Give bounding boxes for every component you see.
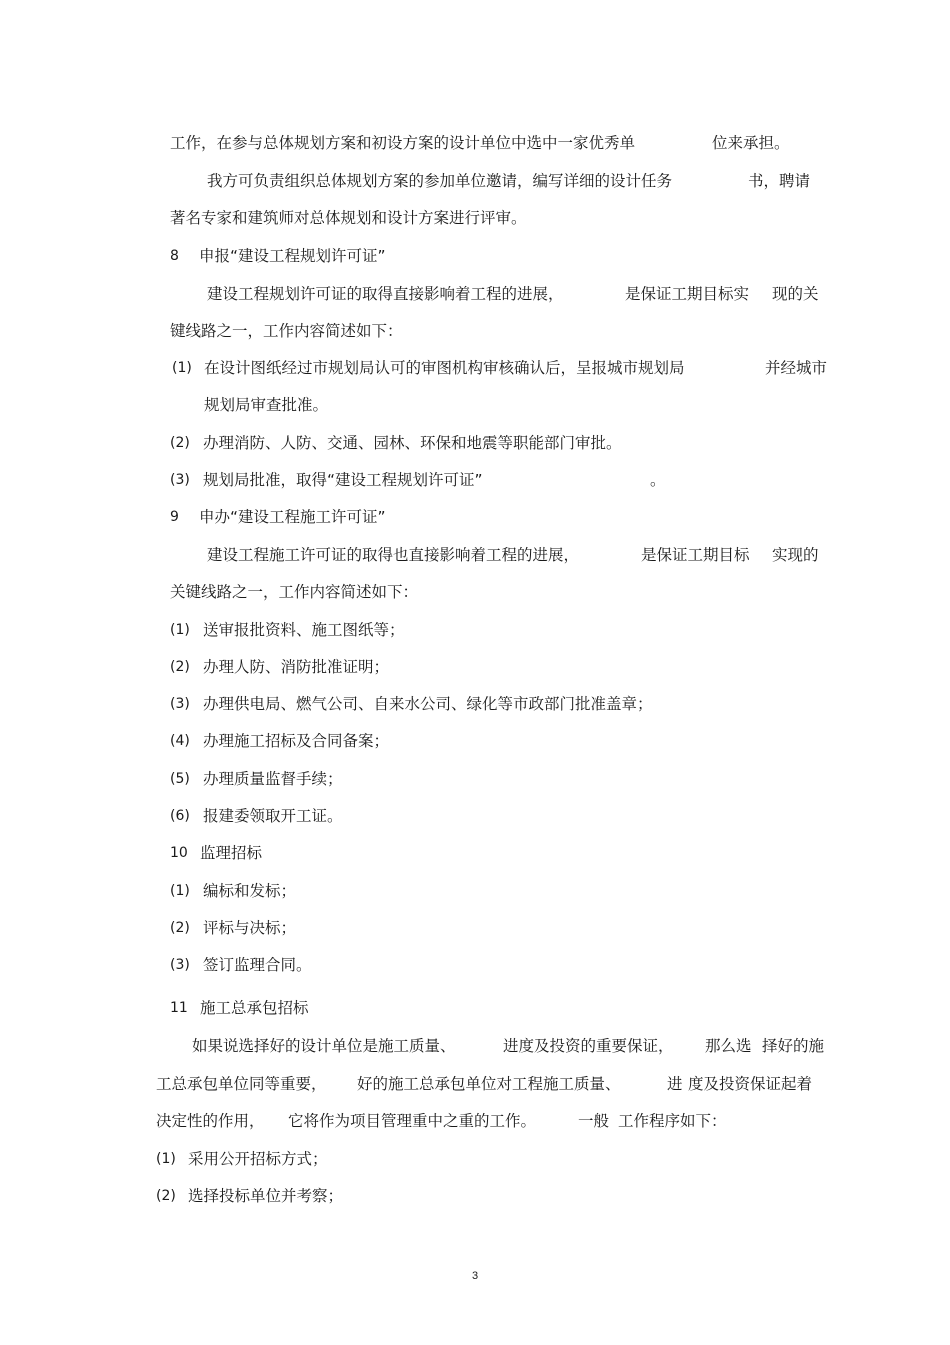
list-number: (1) (170, 622, 190, 638)
text-segment: 进度及投资的重要保证， (503, 1037, 674, 1055)
text-segment: 实现的 (772, 546, 819, 564)
list-number: (2) (170, 435, 190, 451)
text-segment: 决定性的作用， (156, 1112, 265, 1130)
section-number: 11 (170, 1000, 188, 1016)
section-title: 监理招标 (200, 844, 263, 862)
list-number: (2) (170, 659, 190, 675)
section-title: 施工总承包招标 (200, 999, 309, 1017)
list-number: (1) (156, 1151, 176, 1167)
text-segment: 关键线路之一，工作内容简述如下： (170, 583, 419, 601)
text-segment: 规划局审查批准。 (204, 396, 329, 414)
text-segment: 它将作为项目管理重中之重的工作。 (288, 1112, 537, 1130)
text-segment: 位来承担。 (712, 134, 790, 152)
text-segment: 建设工程施工许可证的取得也直接影响着工程的进展， (207, 546, 580, 564)
text-segment: 如果说选择好的设计单位是施工质量、 (192, 1037, 456, 1055)
list-text: 采用公开招标方式； (188, 1150, 328, 1168)
text-segment: 键线路之一，工作内容简述如下： (170, 322, 403, 340)
section-number: 10 (170, 845, 188, 861)
list-text: 在设计图纸经过市规划局认可的审图机构审核确认后，呈报城市规划局 (204, 359, 685, 377)
text-segment: 工作程序如下： (618, 1112, 727, 1130)
text-segment: 好的施工总承包单位对工程施工质量、 (357, 1075, 621, 1093)
text-segment: 建设工程规划许可证的取得直接影响着工程的进展， (207, 285, 564, 303)
list-number: (3) (170, 957, 190, 973)
list-number: (2) (170, 920, 190, 936)
list-number: (6) (170, 808, 190, 824)
list-number: (2) (156, 1188, 176, 1204)
text-segment: 度及投资保证起着 (688, 1075, 813, 1093)
list-text: 编标和发标； (203, 882, 297, 900)
list-text: 评标与决标； (203, 919, 297, 937)
list-text: 办理施工招标及合同备案； (203, 732, 390, 750)
list-number: (3) (170, 696, 190, 712)
list-number: (1) (170, 883, 190, 899)
text-segment: 现的关 (772, 285, 819, 303)
section-number: 9 (170, 509, 179, 525)
list-text: 送审报批资料、施工图纸等； (203, 621, 405, 639)
text-segment: 是保证工期目标 (641, 546, 750, 564)
list-text: 办理人防、消防批准证明； (203, 658, 390, 676)
text-segment: 著名专家和建筑师对总体规划和设计方案进行评审。 (170, 209, 527, 227)
section-number: 8 (170, 248, 179, 264)
section-title: 申报“建设工程规划许可证” (199, 247, 386, 265)
list-text: 规划局批准，取得“建设工程规划许可证” (203, 471, 483, 489)
text-segment: 书，聘请 (748, 172, 811, 190)
text-segment: 是保证工期目标实 (625, 285, 750, 303)
text-segment: 进 (667, 1075, 683, 1093)
list-text: 选择投标单位并考察； (188, 1187, 344, 1205)
page-number: 3 (471, 1270, 479, 1282)
list-text: 办理供电局、燃气公司、自来水公司、绿化等市政部门批准盖章； (203, 695, 653, 713)
list-text: 报建委领取开工证。 (203, 807, 343, 825)
text-segment: 工总承包单位同等重要， (156, 1075, 327, 1093)
text-segment: 我方可负责组织总体规划方案的参加单位邀请，编写详细的设计任务 (207, 172, 673, 190)
list-number: (1) (172, 360, 192, 376)
list-number: (4) (170, 733, 190, 749)
text-segment: 那么选 (705, 1037, 752, 1055)
section-title: 申办“建设工程施工许可证” (199, 508, 386, 526)
list-text: 。 (650, 471, 666, 489)
text-segment: 择好的施 (762, 1037, 825, 1055)
text-segment: 工作，在参与总体规划方案和初设方案的设计单位中选中一家优秀单 (170, 134, 636, 152)
list-text: 办理消防、人防、交通、园林、环保和地震等职能部门审批。 (203, 434, 622, 452)
list-number: (5) (170, 771, 190, 787)
list-number: (3) (170, 472, 190, 488)
list-text: 并经城市 (765, 359, 828, 377)
list-text: 办理质量监督手续； (203, 770, 343, 788)
list-text: 签订监理合同。 (203, 956, 312, 974)
text-segment: 一般 (578, 1112, 610, 1130)
